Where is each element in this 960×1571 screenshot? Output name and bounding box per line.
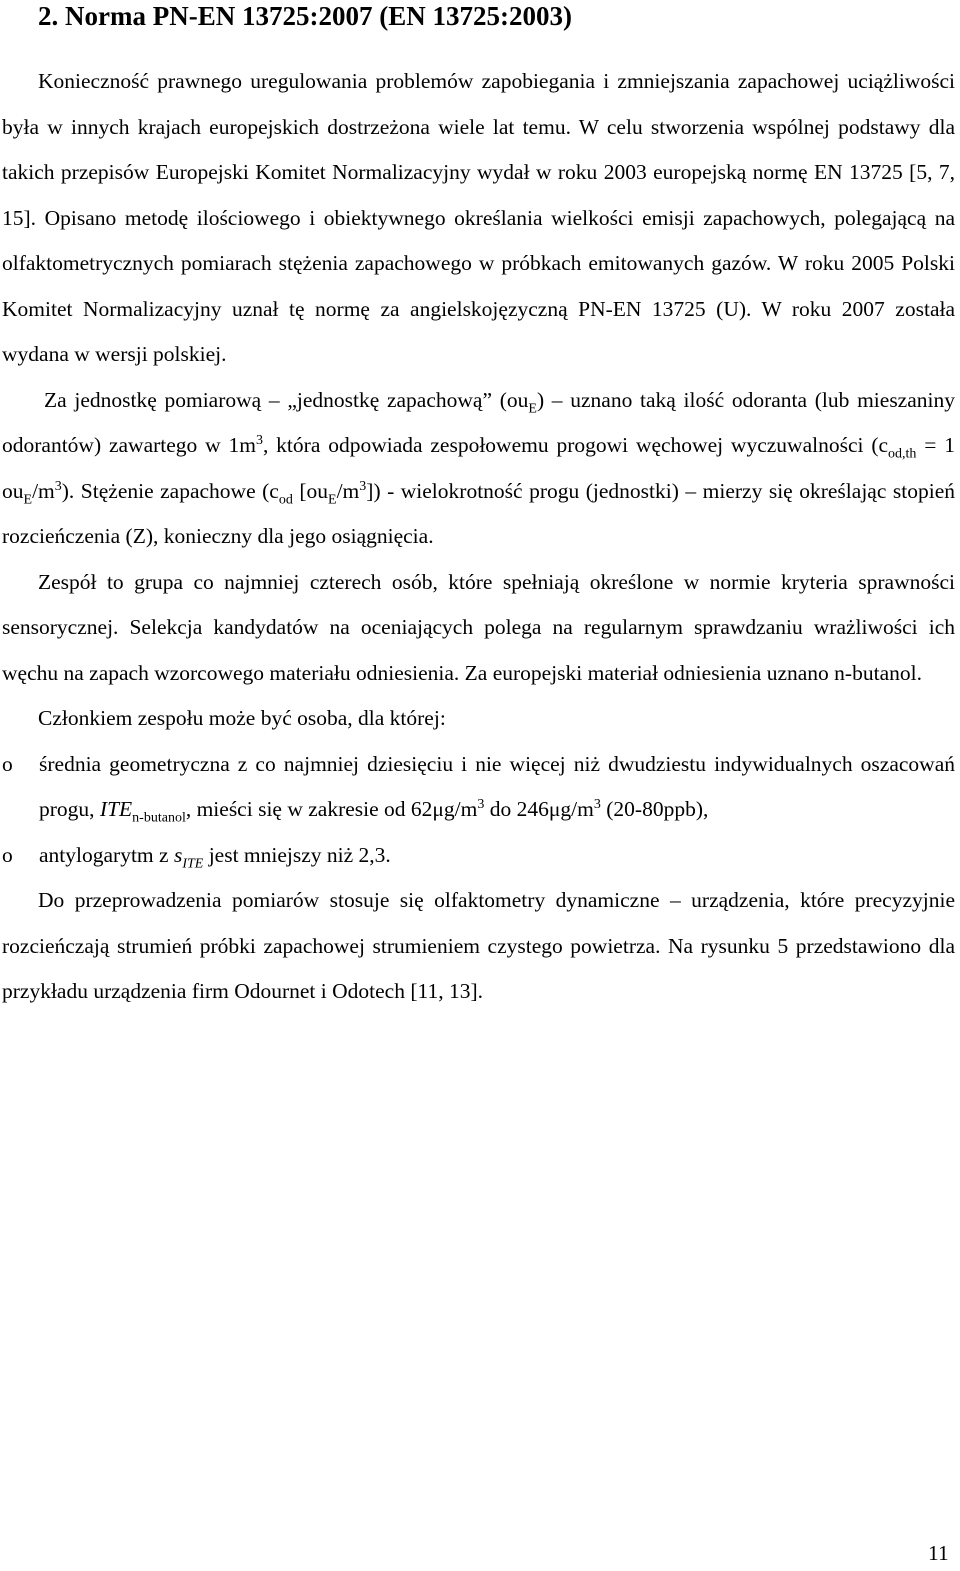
p2-sub-f: od — [278, 491, 293, 507]
paragraph-5: Do przeprowadzenia pomiarów stosuje się olfaktometry dynamiczne – urządzenia, które precyzyjnie rozcieńczają strumień próbki zapachowej strumieniem czystego powietrza. Na rysunku 5 przedstawiono dla przykładu urządzenia firm Odournet i Odotech [11, 13]. — [2, 888, 955, 1003]
section-heading: 2. Norma PN-EN 13725:2007 (EN 13725:2003) — [38, 1, 572, 31]
p2-text-h: /m — [336, 478, 360, 503]
item1-sup-c: 3 — [593, 796, 601, 812]
p2-sup-b: 3 — [255, 432, 263, 448]
item1-sup-b: 3 — [477, 796, 485, 812]
list-item — [2, 742, 955, 833]
document-body — [2, 59, 955, 1015]
page-number: 11 — [928, 1541, 949, 1565]
p2-sup-h: 3 — [359, 478, 367, 494]
p2-text-e: /m — [32, 478, 55, 503]
item1-text-a: średnia geometryczna z co najmniej dziesięciu i nie więcej niż dwudziestu indywidualnych oszacowań progu, — [39, 751, 955, 821]
p2-sup-e: 3 — [54, 478, 62, 494]
p2-text-f: ). Stężenie zapachowe (c — [61, 478, 279, 503]
bullet-icon: o — [2, 751, 13, 776]
paragraph-4: Członkiem zespołu może być osoba, dla której: — [38, 706, 446, 730]
list-item — [2, 833, 955, 879]
p2-text-b: ) – uznano taką ilość odoranta (lub mieszaniny odorantów) zawartego w 1m — [2, 387, 955, 457]
p2-text-g: [ou — [292, 478, 329, 503]
bullet-icon: o — [2, 842, 13, 867]
p2-sub-c: od,th — [888, 446, 917, 462]
paragraph-2 — [2, 378, 955, 560]
item1-text-d: (20-80ppb), — [600, 797, 709, 821]
p2-sub-g: E — [328, 491, 337, 507]
p2-text-a: Za jednostkę pomiarową – „jednostkę zapachową” (ou — [44, 387, 529, 412]
item2-s: s — [173, 842, 183, 867]
paragraph-1: Konieczność prawnego uregulowania problemów zapobiegania i zmniejszania zapachowej uciążliwości była w innych krajach europejskich dostrzeżona wiele lat temu. W celu stworzenia wspólnej podstawy dla takich przepisów Europejski Komitet Normalizacyjny wydał w roku 2003 europejską normę EN 13725 [5, 7, 15]. Opisano metodę ilościowego i obiektywnego określania wielkości emisji zapachowych, polegającą na olfaktometrycznych pomiarach stężenia zapachowego w próbkach emitowanych gazów. W roku 2005 Polski Komitet Normalizacyjny uznał tę normę za angielskojęzyczną PN-EN 13725 (U). W roku 2007 została wydana w wersji polskiej. — [2, 69, 955, 366]
p2-text-i: ]) - wielokrotność progu (jednostki) – mierzy się określając stopień rozcieńczenia (Z), konieczny dla jego osiągnięcia. — [2, 478, 955, 548]
criteria-list — [2, 742, 955, 879]
item2-text-b: jest mniejszy niż 2,3. — [203, 842, 391, 867]
item2-text-a: antylogarytm z — [39, 842, 174, 867]
p2-text-d: = 1 ou — [2, 433, 955, 503]
item2-s-sub: ITE — [182, 855, 204, 871]
paragraph-3: Zespół to grupa co najmniej czterech osób, które spełniają określone w normie kryteria sprawności sensorycznej. Selekcja kandydatów na oceniających polega na regularnym sprawdzaniu wrażliwości ich węchu na zapach wzorcowego materiału odniesienia. Za europejski materiał odniesienia uznano n-butanol. — [2, 569, 955, 685]
item1-ite-sub: n-butanol — [132, 810, 186, 826]
item1-text-c: do 246μg/m — [484, 797, 594, 821]
p2-text-c: , która odpowiada zespołowemu progowi węchowej wyczuwalności (c — [262, 433, 889, 457]
p2-sub-d: E — [23, 491, 33, 507]
p2-sub-a: E — [528, 400, 537, 416]
item1-ite: ITE — [99, 797, 133, 821]
item1-text-b: , mieści się w zakresie od 62μg/m — [185, 797, 478, 821]
